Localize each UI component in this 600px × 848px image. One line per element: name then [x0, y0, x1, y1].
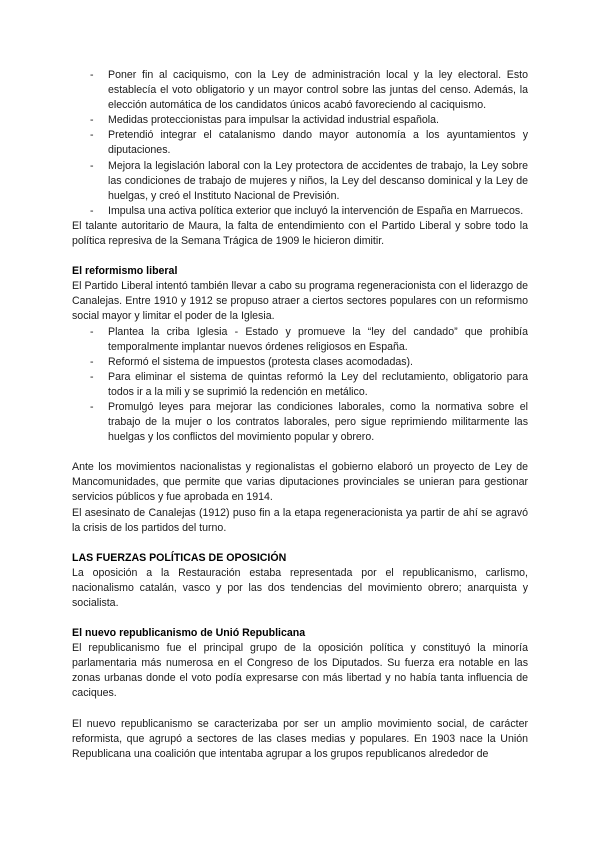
section-heading: LAS FUERZAS POLÍTICAS DE OPOSICIÓN: [72, 551, 287, 564]
list-item: - Medidas proteccionistas para impulsar la actividad industrial española.: [108, 113, 528, 128]
list-item: - Para eliminar el sistema de quintas reformó la Ley del reclutamiento, obligatorio para todos ir a la mili y se suprimió la redención en metálico.: [108, 370, 528, 400]
section-heading: El nuevo republicanismo de Unió Republicana: [72, 627, 306, 640]
list-item: - Impulsa una activa política exterior que incluyó la intervención de España en Marruecos.: [108, 204, 528, 219]
list-item: - Promulgó leyes para mejorar las condiciones laborales, como la normativa sobre el trabajo de la mujer o los contratos laborales, pero sigue reprimiendo militarmente las huelgas y los conflictos del movimiento popular y obrero.: [108, 400, 528, 445]
list-item: - Reformó el sistema de impuestos (protesta clases acomodadas).: [108, 355, 528, 370]
paragraph: La oposición a la Restauración estaba representada por el republicanismo, carlismo, nacionalismo catalán, vasco y por las dos tendencias del movimiento obrero; anarquista y socialista.: [72, 566, 528, 609]
paragraph: El nuevo republicanismo se caracterizaba por ser un amplio movimiento social, de carácter reformista, que agrupó a sectores de las clases medias y populares. En 1903 nace la Unión Republicana una coalición que intentaba agrupar a los grupos republicanos alrededor de: [72, 717, 528, 760]
list-item: - Mejora la legislación laboral con la Ley protectora de accidentes de trabajo, la Ley sobre las condiciones de trabajo de mujeres y niños, la Ley del descanso dominical y la Ley de huelgas, y creó el Instituto Nacional de Previsión.: [108, 159, 528, 204]
document-page: [72, 68, 528, 762]
maura-reforms-list: [72, 68, 528, 219]
section-heading: El reformismo liberal: [72, 265, 178, 278]
paragraph: El talante autoritario de Maura, la falta de entendimiento con el Partido Liberal y sobre todo la política represiva de la Semana Trágica de 1909 le hicieron dimitir.: [72, 219, 528, 248]
list-item: - Plantea la criba Iglesia - Estado y promueve la “ley del candado” que prohibía temporalmente implantar nuevos órdenes religiosos en España.: [108, 325, 528, 355]
paragraph: El Partido Liberal intentó también llevar a cabo su programa regeneracionista con el liderazgo de Canalejas. Entre 1910 y 1912 se propuso atraer a ciertos sectores populares con un reformismo social mayor y limitar el poder de la Iglesia.: [72, 280, 528, 323]
list-item: - Poner fin al caciquismo, con la Ley de administración local y la ley electoral. Esto establecía el voto obligatorio y un mayor control sobre las juntas del censo. Además, la elección automática de los candidatos únicos acabó favoreciendo al caciquismo.: [108, 68, 528, 113]
paragraph: El republicanismo fue el principal grupo de la oposición política y constituyó la minoría parlamentaria más numerosa en el Congreso de los Diputados. Su fuerza era notable en las zonas urbanas donde el voto podía expresarse con más libertad y no había tanta influencia de caciques.: [72, 642, 528, 700]
paragraph: Ante los movimientos nacionalistas y regionalistas el gobierno elaboró un proyecto de Ley de Mancomunidades, que permite que varias diputaciones provinciales se unieran para gestionar servicios públicos y fue aprobada en 1914.: [72, 461, 528, 504]
list-item: - Pretendió integrar el catalanismo dando mayor autonomía a los ayuntamientos y diputaciones.: [108, 128, 528, 158]
canalejas-reforms-list: [72, 325, 528, 446]
paragraph: El asesinato de Canalejas (1912) puso fin a la etapa regeneracionista ya partir de ahí se agravó la crisis de los partidos del turno.: [72, 506, 528, 534]
